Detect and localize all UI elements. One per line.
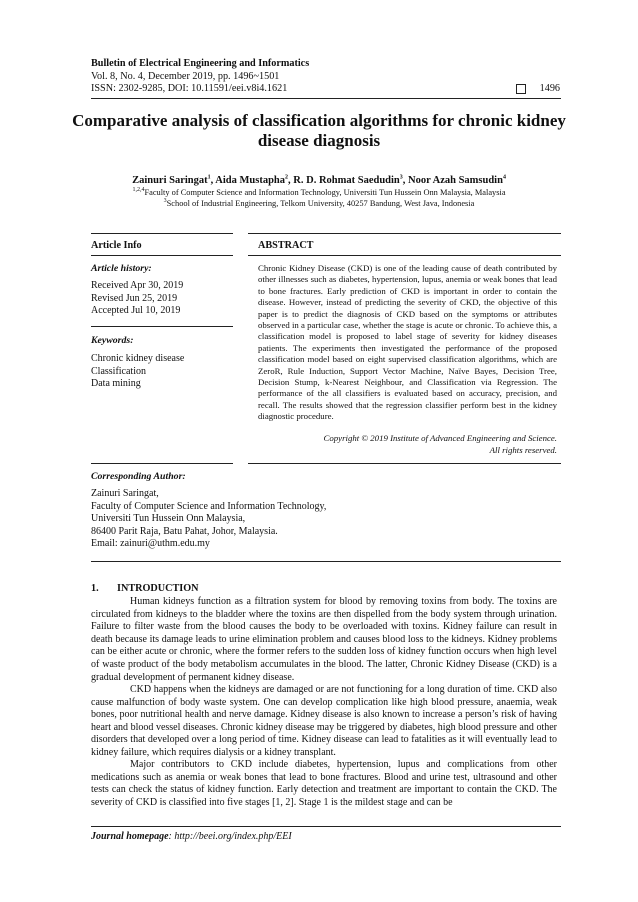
rule	[91, 255, 233, 256]
body-paragraph: CKD happens when the kidneys are damaged or are not functioning for a long duration of time. CKD also cause malfunction of body waste system. One can develop complication like high blood pressure, anaemia, weak bones, poor nutritional health and nerve damage. Kidney disease is also known to increase a person’s risk of having heart and blood vessel diseases. Chronic kidney disease may be triggered by diabetes, high blood pressure and other disorders that developed over a long period of time. Kidney disease can lead to fatalities as it will eventually lead to kidney failure, which requires dialysis or a kidney transplant.	[91, 684, 557, 758]
affiliation: $^{1,2,4}$Faculty of Computer Science and Information Technology, Universiti Tun Hussein Onn Malaysia, Malaysia	[132, 187, 506, 197]
issn-line: ISSN: 2302-9285, DOI: 10.11591/eei.v8i4.1621	[91, 83, 288, 94]
body-paragraph: Major contributors to CKD include diabetes, hypertension, lupus and complications from other medications such as anemia or weak bones that lead to bone fractures. Blood and urine test, ultrasound and other tests can check the status of kidney function. Early detection and treatment are important to contain the CKD. The severity of CKD is classified into five stages [1, 2]. Stage 1 is the mildest stage and can be	[91, 759, 557, 808]
corresponding-line: 86400 Parit Raja, Batu Pahat, Johor, Malaysia.	[91, 525, 278, 537]
corresponding-heading: Corresponding Author:	[91, 471, 186, 482]
affiliation: $^3$School of Industrial Engineering, Telkom University, 40257 Bandung, West Java, Indonesia	[163, 198, 475, 208]
corresponding-line: Faculty of Computer Science and Information Technology,	[91, 500, 327, 512]
author-list: Zainuri Saringat$^1$, Aida Mustapha$^2$, R. D. Rohmat Saedudin$^3$, Noor Azah Samsudin$^4$	[132, 174, 506, 186]
corresponding-line: Zainuri Saringat,	[91, 488, 159, 499]
keywords-heading: Keywords:	[91, 335, 134, 346]
author-name: Noor Azah Samsudin	[408, 175, 503, 186]
rule	[91, 561, 561, 562]
journal-header	[91, 58, 309, 96]
history-item: Accepted Jul 10, 2019	[91, 305, 181, 317]
author-name: R. D. Rohmat Saedudin	[293, 175, 400, 186]
header-rule	[91, 98, 561, 99]
page-number: 1496	[539, 83, 560, 94]
history-list	[91, 280, 183, 318]
keyword-list	[91, 353, 184, 391]
journal-homepage: Journal homepage: http://beei.org/index.php/EEI	[91, 831, 292, 842]
history-item: Received Apr 30, 2019	[91, 280, 184, 291]
rule	[248, 463, 561, 464]
copyright-line: Copyright © 2019 Institute of Advanced Engineering and Science.	[323, 433, 557, 443]
body-paragraph: Human kidneys function as a filtration system for blood by removing toxins from body. The toxins are circulated from kidneys to the bladder where the toxins are then dispelled from the body system through urination. Failure to filter waste from the blood causes the body to be overloaded with toxins. Kidney failure can result in death because its damage leads to urine elimination problem and causes blood loss to the kidneys. Kidney problems can be either acute or chronic, where the former refers to the sudden loss of kidney function occurs when high level of waste product of the body metabolism accumulates in the blood. The latter, Chronic Kidney Disease (CKD) is a gradual development of permanent kidney disease.	[91, 596, 557, 683]
rule	[91, 326, 233, 327]
paper-title: Comparative analysis of classification algorithms for chronic kidney disease diagnosis	[72, 111, 566, 150]
history-item: Revised Jun 25, 2019	[91, 292, 178, 304]
copyright-line: All rights reserved.	[489, 445, 557, 455]
author-name: Aida Mustapha	[215, 175, 286, 186]
footer-rule	[91, 826, 561, 827]
abstract-text: Chronic Kidney Disease (CKD) is one of the leading cause of death contributed by other illnesses such as diabetes, hypertension, lupus, anemia or weak bones that lead to bone fractures. Early prediction of CKD is important in order to contain the disease. However, instead of predicting the severity of CKD, the objective of this paper is to predict the diagnosis of CKD based on the symptoms or attributes observed in a particular case, whether the stage is acute or chronic. To achieve this, a classification model is proposed to label stage of severity for kidney diseases patients. The experiments then investigated the performance of the proposed classification model based on eight supervised classification algorithms, which are ZeroR, Rule Induction, Support Vector Machine, Naïve Bayes, Decision Tree, Decision Stump, k-Nearest Neighbour, and Classification via Regression. The performance of the all classifiers is evaluated based on accuracy, precision, and recall. The results showed that the regression classifier perform best in the kidney diagnostic procedure.	[258, 263, 557, 422]
keyword: Classification	[91, 365, 146, 377]
corresponding-block	[91, 488, 326, 551]
rule	[91, 233, 233, 234]
section-heading: 1. INTRODUCTION	[91, 583, 199, 594]
volume-line: Vol. 8, No. 4, December 2019, pp. 1496~1501	[91, 70, 280, 82]
rule	[248, 255, 561, 256]
keyword: Data mining	[91, 378, 141, 390]
keyword: Chronic kidney disease	[91, 353, 185, 364]
page-number-block	[516, 83, 560, 94]
square-icon	[516, 84, 526, 94]
author-name: Zainuri Saringat	[132, 175, 208, 186]
rule	[91, 463, 233, 464]
article-info-heading: Article Info	[91, 240, 142, 251]
history-heading: Article history:	[91, 263, 152, 274]
corresponding-email: Email: zainuri@uthm.edu.my	[91, 538, 210, 549]
journal-name: Bulletin of Electrical Engineering and Informatics	[91, 58, 310, 69]
abstract-heading: ABSTRACT	[258, 240, 314, 251]
rule	[248, 233, 561, 234]
corresponding-line: Universiti Tun Hussein Onn Malaysia,	[91, 513, 246, 524]
